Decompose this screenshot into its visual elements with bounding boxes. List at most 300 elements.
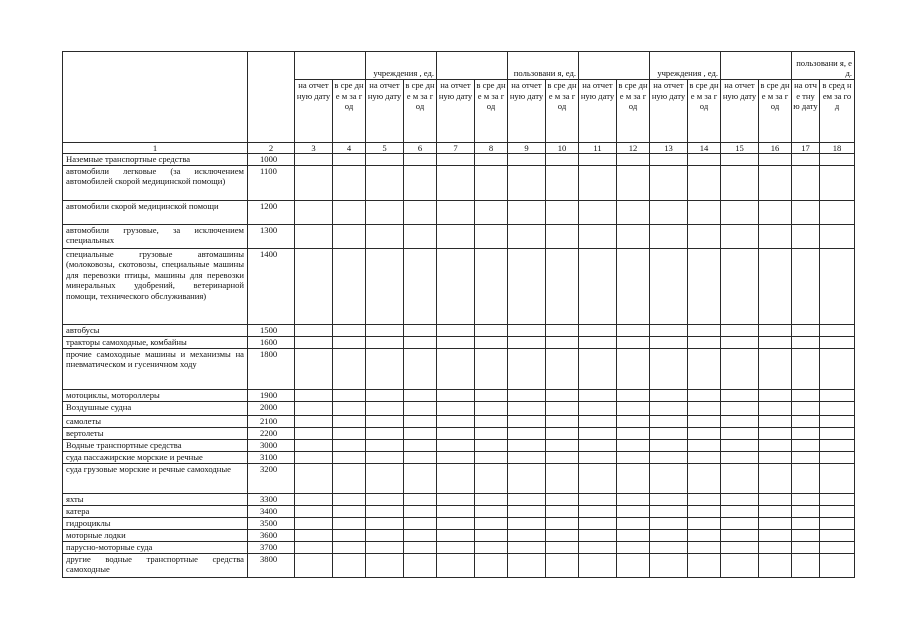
data-cell[interactable]	[546, 348, 579, 389]
data-cell[interactable]	[820, 505, 855, 517]
data-cell[interactable]	[617, 505, 650, 517]
data-cell[interactable]	[295, 154, 333, 166]
data-cell[interactable]	[546, 493, 579, 505]
data-cell[interactable]	[820, 541, 855, 553]
data-cell[interactable]	[688, 348, 721, 389]
data-cell[interactable]	[295, 505, 333, 517]
data-cell[interactable]	[820, 389, 855, 401]
data-cell[interactable]	[617, 389, 650, 401]
data-cell[interactable]	[688, 324, 721, 336]
data-cell[interactable]	[546, 154, 579, 166]
data-cell[interactable]	[617, 529, 650, 541]
data-cell[interactable]	[650, 248, 688, 324]
data-cell[interactable]	[546, 248, 579, 324]
data-cell[interactable]	[333, 451, 366, 463]
data-cell[interactable]	[475, 493, 508, 505]
data-cell[interactable]	[475, 348, 508, 389]
data-cell[interactable]	[688, 389, 721, 401]
data-cell[interactable]	[404, 505, 437, 517]
data-cell[interactable]	[333, 439, 366, 451]
data-cell[interactable]	[333, 389, 366, 401]
data-cell[interactable]	[650, 224, 688, 248]
data-cell[interactable]	[366, 224, 404, 248]
data-cell[interactable]	[759, 200, 792, 224]
data-cell[interactable]	[333, 336, 366, 348]
data-cell[interactable]	[792, 324, 820, 336]
data-cell[interactable]	[579, 336, 617, 348]
data-cell[interactable]	[579, 529, 617, 541]
data-cell[interactable]	[295, 401, 333, 415]
data-cell[interactable]	[333, 415, 366, 427]
data-cell[interactable]	[508, 248, 546, 324]
data-cell[interactable]	[437, 401, 475, 415]
data-cell[interactable]	[721, 505, 759, 517]
data-cell[interactable]	[295, 200, 333, 224]
data-cell[interactable]	[759, 463, 792, 493]
data-cell[interactable]	[650, 463, 688, 493]
data-cell[interactable]	[366, 348, 404, 389]
data-cell[interactable]	[404, 463, 437, 493]
data-cell[interactable]	[617, 463, 650, 493]
data-cell[interactable]	[366, 165, 404, 200]
data-cell[interactable]	[508, 224, 546, 248]
data-cell[interactable]	[546, 517, 579, 529]
data-cell[interactable]	[437, 224, 475, 248]
data-cell[interactable]	[475, 165, 508, 200]
data-cell[interactable]	[759, 505, 792, 517]
data-cell[interactable]	[759, 389, 792, 401]
data-cell[interactable]	[721, 517, 759, 529]
data-cell[interactable]	[295, 348, 333, 389]
data-cell[interactable]	[366, 439, 404, 451]
data-cell[interactable]	[650, 553, 688, 577]
data-cell[interactable]	[475, 553, 508, 577]
data-cell[interactable]	[475, 200, 508, 224]
data-cell[interactable]	[546, 529, 579, 541]
data-cell[interactable]	[546, 415, 579, 427]
data-cell[interactable]	[579, 541, 617, 553]
data-cell[interactable]	[437, 463, 475, 493]
data-cell[interactable]	[437, 415, 475, 427]
data-cell[interactable]	[650, 154, 688, 166]
data-cell[interactable]	[475, 427, 508, 439]
data-cell[interactable]	[688, 463, 721, 493]
data-cell[interactable]	[759, 224, 792, 248]
data-cell[interactable]	[546, 553, 579, 577]
data-cell[interactable]	[508, 200, 546, 224]
data-cell[interactable]	[792, 154, 820, 166]
data-cell[interactable]	[475, 415, 508, 427]
data-cell[interactable]	[688, 401, 721, 415]
data-cell[interactable]	[721, 154, 759, 166]
data-cell[interactable]	[366, 541, 404, 553]
data-cell[interactable]	[650, 324, 688, 336]
data-cell[interactable]	[792, 415, 820, 427]
data-cell[interactable]	[437, 200, 475, 224]
data-cell[interactable]	[404, 529, 437, 541]
data-cell[interactable]	[721, 324, 759, 336]
data-cell[interactable]	[475, 224, 508, 248]
data-cell[interactable]	[295, 529, 333, 541]
data-cell[interactable]	[721, 224, 759, 248]
data-cell[interactable]	[475, 463, 508, 493]
data-cell[interactable]	[688, 154, 721, 166]
data-cell[interactable]	[759, 541, 792, 553]
data-cell[interactable]	[650, 439, 688, 451]
data-cell[interactable]	[617, 200, 650, 224]
data-cell[interactable]	[688, 200, 721, 224]
data-cell[interactable]	[404, 200, 437, 224]
data-cell[interactable]	[792, 248, 820, 324]
data-cell[interactable]	[333, 200, 366, 224]
data-cell[interactable]	[404, 336, 437, 348]
data-cell[interactable]	[366, 248, 404, 324]
data-cell[interactable]	[508, 541, 546, 553]
data-cell[interactable]	[366, 553, 404, 577]
data-cell[interactable]	[759, 517, 792, 529]
data-cell[interactable]	[437, 451, 475, 463]
data-cell[interactable]	[650, 200, 688, 224]
data-cell[interactable]	[579, 165, 617, 200]
data-cell[interactable]	[546, 324, 579, 336]
data-cell[interactable]	[792, 493, 820, 505]
data-cell[interactable]	[617, 517, 650, 529]
data-cell[interactable]	[792, 505, 820, 517]
data-cell[interactable]	[792, 401, 820, 415]
data-cell[interactable]	[475, 541, 508, 553]
data-cell[interactable]	[546, 200, 579, 224]
data-cell[interactable]	[508, 154, 546, 166]
data-cell[interactable]	[688, 493, 721, 505]
data-cell[interactable]	[508, 336, 546, 348]
data-cell[interactable]	[759, 401, 792, 415]
data-cell[interactable]	[404, 389, 437, 401]
data-cell[interactable]	[437, 517, 475, 529]
data-cell[interactable]	[688, 415, 721, 427]
data-cell[interactable]	[333, 517, 366, 529]
data-cell[interactable]	[579, 439, 617, 451]
data-cell[interactable]	[437, 324, 475, 336]
data-cell[interactable]	[688, 165, 721, 200]
data-cell[interactable]	[579, 427, 617, 439]
data-cell[interactable]	[437, 505, 475, 517]
data-cell[interactable]	[437, 165, 475, 200]
data-cell[interactable]	[721, 200, 759, 224]
data-cell[interactable]	[688, 439, 721, 451]
data-cell[interactable]	[650, 427, 688, 439]
data-cell[interactable]	[437, 154, 475, 166]
data-cell[interactable]	[579, 493, 617, 505]
data-cell[interactable]	[333, 541, 366, 553]
data-cell[interactable]	[820, 529, 855, 541]
data-cell[interactable]	[617, 553, 650, 577]
data-cell[interactable]	[333, 224, 366, 248]
data-cell[interactable]	[721, 415, 759, 427]
data-cell[interactable]	[688, 336, 721, 348]
data-cell[interactable]	[475, 517, 508, 529]
data-cell[interactable]	[617, 348, 650, 389]
data-cell[interactable]	[579, 401, 617, 415]
data-cell[interactable]	[475, 389, 508, 401]
data-cell[interactable]	[650, 165, 688, 200]
data-cell[interactable]	[617, 493, 650, 505]
data-cell[interactable]	[508, 427, 546, 439]
data-cell[interactable]	[295, 336, 333, 348]
data-cell[interactable]	[437, 336, 475, 348]
data-cell[interactable]	[333, 505, 366, 517]
data-cell[interactable]	[295, 463, 333, 493]
data-cell[interactable]	[579, 553, 617, 577]
data-cell[interactable]	[721, 389, 759, 401]
data-cell[interactable]	[366, 529, 404, 541]
data-cell[interactable]	[617, 451, 650, 463]
data-cell[interactable]	[366, 505, 404, 517]
data-cell[interactable]	[579, 415, 617, 427]
data-cell[interactable]	[404, 154, 437, 166]
data-cell[interactable]	[792, 541, 820, 553]
data-cell[interactable]	[820, 415, 855, 427]
data-cell[interactable]	[650, 348, 688, 389]
data-cell[interactable]	[508, 439, 546, 451]
data-cell[interactable]	[820, 165, 855, 200]
data-cell[interactable]	[333, 348, 366, 389]
data-cell[interactable]	[617, 336, 650, 348]
data-cell[interactable]	[546, 165, 579, 200]
data-cell[interactable]	[792, 529, 820, 541]
data-cell[interactable]	[437, 541, 475, 553]
data-cell[interactable]	[759, 529, 792, 541]
data-cell[interactable]	[404, 401, 437, 415]
data-cell[interactable]	[475, 505, 508, 517]
data-cell[interactable]	[650, 336, 688, 348]
data-cell[interactable]	[366, 451, 404, 463]
data-cell[interactable]	[721, 439, 759, 451]
data-cell[interactable]	[721, 248, 759, 324]
data-cell[interactable]	[366, 389, 404, 401]
data-cell[interactable]	[546, 427, 579, 439]
data-cell[interactable]	[721, 165, 759, 200]
data-cell[interactable]	[546, 401, 579, 415]
data-cell[interactable]	[820, 439, 855, 451]
data-cell[interactable]	[617, 541, 650, 553]
data-cell[interactable]	[820, 451, 855, 463]
data-cell[interactable]	[366, 154, 404, 166]
data-cell[interactable]	[792, 439, 820, 451]
data-cell[interactable]	[295, 553, 333, 577]
data-cell[interactable]	[650, 505, 688, 517]
data-cell[interactable]	[650, 493, 688, 505]
data-cell[interactable]	[688, 529, 721, 541]
data-cell[interactable]	[295, 248, 333, 324]
data-cell[interactable]	[366, 200, 404, 224]
data-cell[interactable]	[475, 248, 508, 324]
data-cell[interactable]	[333, 427, 366, 439]
data-cell[interactable]	[688, 553, 721, 577]
data-cell[interactable]	[546, 336, 579, 348]
data-cell[interactable]	[721, 401, 759, 415]
data-cell[interactable]	[820, 463, 855, 493]
data-cell[interactable]	[404, 427, 437, 439]
data-cell[interactable]	[792, 553, 820, 577]
data-cell[interactable]	[366, 463, 404, 493]
data-cell[interactable]	[437, 348, 475, 389]
data-cell[interactable]	[721, 427, 759, 439]
data-cell[interactable]	[579, 224, 617, 248]
data-cell[interactable]	[404, 415, 437, 427]
data-cell[interactable]	[650, 451, 688, 463]
data-cell[interactable]	[366, 427, 404, 439]
data-cell[interactable]	[295, 324, 333, 336]
data-cell[interactable]	[295, 427, 333, 439]
data-cell[interactable]	[650, 529, 688, 541]
data-cell[interactable]	[759, 165, 792, 200]
data-cell[interactable]	[404, 324, 437, 336]
data-cell[interactable]	[759, 336, 792, 348]
data-cell[interactable]	[295, 451, 333, 463]
data-cell[interactable]	[650, 541, 688, 553]
data-cell[interactable]	[688, 505, 721, 517]
data-cell[interactable]	[546, 463, 579, 493]
data-cell[interactable]	[820, 517, 855, 529]
data-cell[interactable]	[508, 401, 546, 415]
data-cell[interactable]	[437, 529, 475, 541]
data-cell[interactable]	[650, 401, 688, 415]
data-cell[interactable]	[617, 324, 650, 336]
data-cell[interactable]	[404, 553, 437, 577]
data-cell[interactable]	[475, 529, 508, 541]
data-cell[interactable]	[437, 427, 475, 439]
data-cell[interactable]	[579, 463, 617, 493]
data-cell[interactable]	[508, 553, 546, 577]
data-cell[interactable]	[295, 415, 333, 427]
data-cell[interactable]	[820, 427, 855, 439]
data-cell[interactable]	[792, 224, 820, 248]
data-cell[interactable]	[759, 248, 792, 324]
data-cell[interactable]	[820, 324, 855, 336]
data-cell[interactable]	[688, 248, 721, 324]
data-cell[interactable]	[650, 517, 688, 529]
data-cell[interactable]	[721, 541, 759, 553]
data-cell[interactable]	[475, 401, 508, 415]
data-cell[interactable]	[366, 517, 404, 529]
data-cell[interactable]	[792, 165, 820, 200]
data-cell[interactable]	[579, 348, 617, 389]
data-cell[interactable]	[508, 165, 546, 200]
data-cell[interactable]	[404, 224, 437, 248]
data-cell[interactable]	[688, 451, 721, 463]
data-cell[interactable]	[579, 200, 617, 224]
data-cell[interactable]	[820, 401, 855, 415]
data-cell[interactable]	[759, 415, 792, 427]
data-cell[interactable]	[820, 154, 855, 166]
data-cell[interactable]	[721, 336, 759, 348]
data-cell[interactable]	[579, 505, 617, 517]
data-cell[interactable]	[333, 165, 366, 200]
data-cell[interactable]	[295, 541, 333, 553]
data-cell[interactable]	[721, 529, 759, 541]
data-cell[interactable]	[295, 224, 333, 248]
data-cell[interactable]	[721, 553, 759, 577]
data-cell[interactable]	[579, 517, 617, 529]
data-cell[interactable]	[333, 493, 366, 505]
data-cell[interactable]	[404, 541, 437, 553]
data-cell[interactable]	[617, 248, 650, 324]
data-cell[interactable]	[759, 553, 792, 577]
data-cell[interactable]	[579, 324, 617, 336]
data-cell[interactable]	[366, 415, 404, 427]
data-cell[interactable]	[688, 517, 721, 529]
data-cell[interactable]	[295, 165, 333, 200]
data-cell[interactable]	[475, 154, 508, 166]
data-cell[interactable]	[475, 336, 508, 348]
data-cell[interactable]	[820, 248, 855, 324]
data-cell[interactable]	[579, 451, 617, 463]
data-cell[interactable]	[721, 451, 759, 463]
data-cell[interactable]	[333, 529, 366, 541]
data-cell[interactable]	[475, 324, 508, 336]
data-cell[interactable]	[295, 389, 333, 401]
data-cell[interactable]	[759, 439, 792, 451]
data-cell[interactable]	[617, 165, 650, 200]
data-cell[interactable]	[792, 517, 820, 529]
data-cell[interactable]	[366, 493, 404, 505]
data-cell[interactable]	[759, 427, 792, 439]
data-cell[interactable]	[792, 336, 820, 348]
data-cell[interactable]	[437, 389, 475, 401]
data-cell[interactable]	[650, 389, 688, 401]
data-cell[interactable]	[617, 439, 650, 451]
data-cell[interactable]	[366, 336, 404, 348]
data-cell[interactable]	[759, 154, 792, 166]
data-cell[interactable]	[404, 165, 437, 200]
data-cell[interactable]	[404, 439, 437, 451]
data-cell[interactable]	[437, 553, 475, 577]
data-cell[interactable]	[295, 493, 333, 505]
data-cell[interactable]	[759, 324, 792, 336]
data-cell[interactable]	[721, 493, 759, 505]
data-cell[interactable]	[404, 517, 437, 529]
data-cell[interactable]	[688, 541, 721, 553]
data-cell[interactable]	[333, 248, 366, 324]
data-cell[interactable]	[333, 324, 366, 336]
data-cell[interactable]	[437, 493, 475, 505]
data-cell[interactable]	[508, 517, 546, 529]
data-cell[interactable]	[508, 463, 546, 493]
data-cell[interactable]	[792, 200, 820, 224]
data-cell[interactable]	[295, 439, 333, 451]
data-cell[interactable]	[721, 348, 759, 389]
data-cell[interactable]	[546, 224, 579, 248]
data-cell[interactable]	[508, 415, 546, 427]
data-cell[interactable]	[475, 451, 508, 463]
data-cell[interactable]	[508, 451, 546, 463]
data-cell[interactable]	[792, 348, 820, 389]
data-cell[interactable]	[546, 439, 579, 451]
data-cell[interactable]	[333, 401, 366, 415]
data-cell[interactable]	[475, 439, 508, 451]
data-cell[interactable]	[404, 248, 437, 324]
data-cell[interactable]	[617, 224, 650, 248]
data-cell[interactable]	[820, 336, 855, 348]
data-cell[interactable]	[508, 348, 546, 389]
data-cell[interactable]	[617, 401, 650, 415]
data-cell[interactable]	[546, 541, 579, 553]
data-cell[interactable]	[404, 451, 437, 463]
data-cell[interactable]	[759, 493, 792, 505]
data-cell[interactable]	[820, 348, 855, 389]
data-cell[interactable]	[617, 154, 650, 166]
data-cell[interactable]	[721, 463, 759, 493]
